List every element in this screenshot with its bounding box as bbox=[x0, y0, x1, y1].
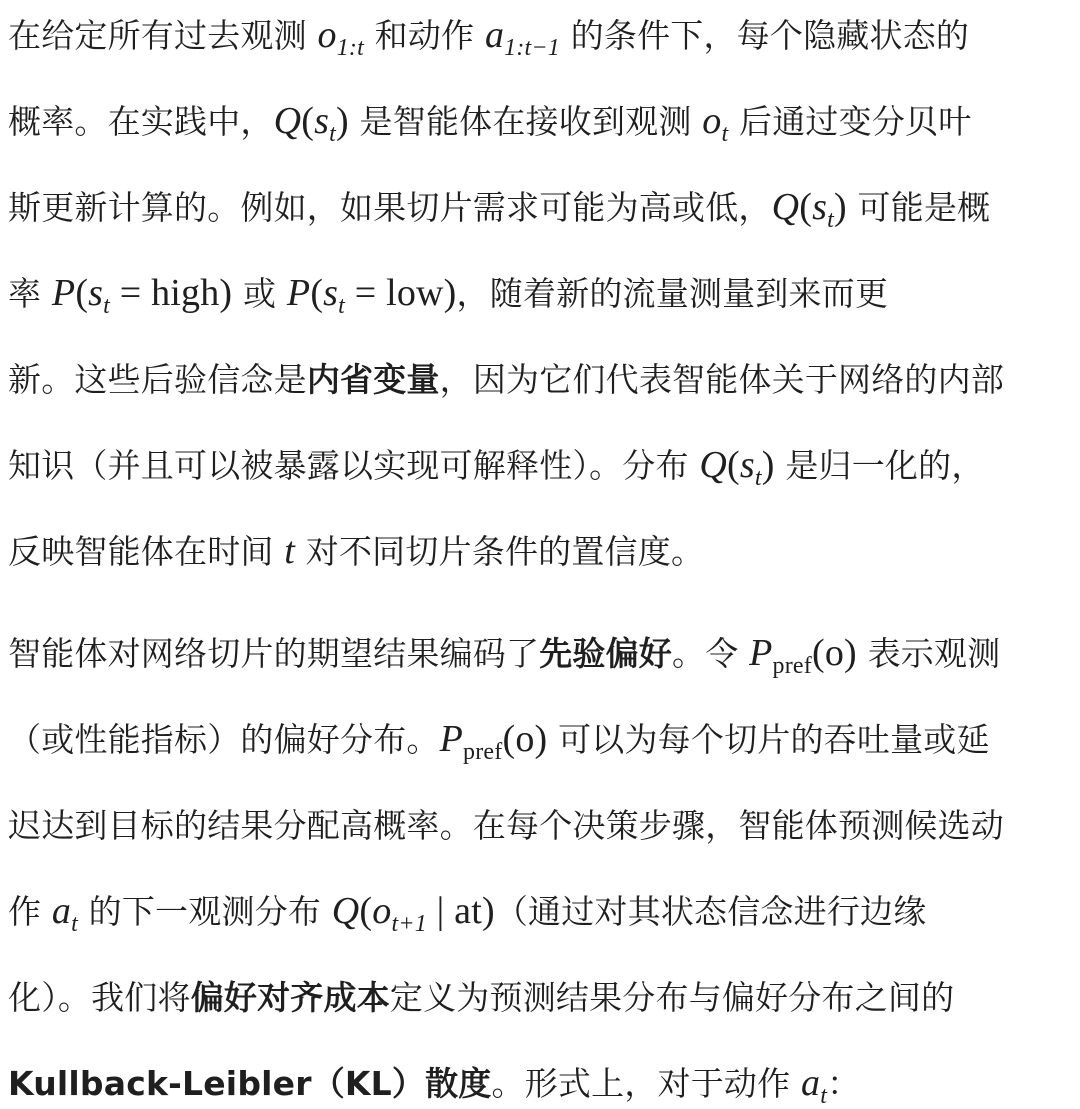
math-subscript: t bbox=[71, 911, 78, 937]
text-line bbox=[8, 714, 990, 765]
math-subscript: t bbox=[329, 121, 336, 147]
math-symbol bbox=[699, 444, 755, 486]
math-expression bbox=[284, 530, 295, 572]
math-expression bbox=[273, 100, 349, 147]
body-text: 的条件下，每个隐藏状态的 bbox=[560, 16, 970, 55]
math-function: P bbox=[286, 272, 311, 314]
math-subscript: t bbox=[820, 1083, 828, 1109]
math-expression bbox=[484, 14, 561, 61]
math-expression bbox=[771, 186, 847, 233]
math-symbol: o bbox=[317, 14, 337, 56]
document-page bbox=[8, 0, 1072, 1109]
body-text: 智能体对网络切片的期望结果编码了 bbox=[8, 634, 540, 673]
math-subscript: pref bbox=[772, 653, 812, 679]
body-text: ，因为它们代表智能体关于网络的内部 bbox=[439, 360, 1005, 399]
math-symbol: a bbox=[801, 1062, 821, 1104]
body-text: 可能是概 bbox=[846, 188, 991, 227]
text-line bbox=[8, 440, 985, 491]
math-subscript: t bbox=[338, 293, 346, 319]
text-line bbox=[8, 354, 1004, 401]
math-variable: s bbox=[812, 186, 828, 228]
math-variable: s bbox=[314, 100, 330, 142]
math-paren: ( bbox=[727, 444, 740, 486]
math-expression bbox=[702, 100, 729, 147]
math-paren: ( bbox=[310, 272, 324, 314]
math-suffix: ) bbox=[336, 100, 349, 142]
body-text: 概率。在实践中， bbox=[8, 102, 274, 141]
body-text: 反映智能体在时间 bbox=[8, 532, 285, 571]
math-function: Q bbox=[331, 890, 360, 932]
math-subscript: t+1 bbox=[391, 911, 427, 937]
math-variable: s bbox=[739, 444, 755, 486]
math-expression bbox=[439, 718, 548, 765]
body-text: 作 bbox=[8, 892, 52, 931]
math-symbol: a bbox=[484, 14, 505, 56]
math-symbol: a bbox=[51, 890, 72, 932]
math-symbol bbox=[52, 272, 103, 314]
text-line bbox=[8, 886, 927, 937]
math-symbol bbox=[332, 890, 392, 932]
math-subscript: t bbox=[754, 465, 762, 491]
math-suffix: (o) bbox=[502, 718, 548, 760]
math-symbol: o bbox=[702, 100, 722, 142]
body-text: 是智能体在接收到观测 bbox=[348, 102, 703, 141]
math-variable: s bbox=[323, 272, 339, 314]
math-subscript: t bbox=[827, 207, 834, 233]
math-function: Q bbox=[699, 444, 728, 486]
math-expression bbox=[699, 444, 775, 491]
body-text: 是归一化的， bbox=[774, 446, 985, 485]
body-text: 迟达到目标的结果分配高概率。在每个决策步骤，智能体预测候选动 bbox=[8, 806, 1004, 845]
math-expression bbox=[286, 272, 457, 319]
math-function: Q bbox=[771, 186, 800, 228]
math-suffix: ) bbox=[761, 444, 775, 486]
body-text: ： bbox=[827, 1064, 861, 1103]
body-text: （通过对其状态信念进行边缘 bbox=[494, 892, 927, 931]
bold-term: Kullback-Leibler（KL）散度 bbox=[8, 1064, 492, 1103]
math-symbol: P bbox=[749, 632, 773, 674]
text-line bbox=[8, 10, 970, 61]
body-text: 后通过变分贝叶 bbox=[728, 102, 972, 141]
math-symbol bbox=[287, 272, 338, 314]
math-expression bbox=[51, 272, 233, 319]
body-text: 新。这些后验信念是 bbox=[8, 360, 307, 399]
math-paren: ( bbox=[301, 100, 315, 142]
math-expression bbox=[801, 1062, 828, 1109]
math-paren: ( bbox=[359, 890, 373, 932]
math-suffix: = low) bbox=[345, 272, 457, 314]
text-line bbox=[8, 1058, 861, 1109]
body-text: 对不同切片条件的置信度。 bbox=[295, 532, 705, 571]
body-text: 化）。我们将 bbox=[8, 978, 191, 1017]
bold-term: 内省变量 bbox=[306, 360, 440, 399]
math-expression bbox=[317, 14, 364, 61]
math-paren: ( bbox=[799, 186, 813, 228]
body-text: 和动作 bbox=[363, 16, 485, 55]
math-paren: ( bbox=[75, 272, 89, 314]
body-text: 率 bbox=[8, 274, 52, 313]
body-text: 。形式上，对于动作 bbox=[491, 1064, 802, 1103]
math-subscript: 1:t−1 bbox=[504, 35, 561, 61]
body-text: （或性能指标）的偏好分布。 bbox=[8, 720, 440, 759]
bold-term: 先验偏好 bbox=[539, 634, 673, 673]
text-line bbox=[8, 972, 954, 1019]
math-expression bbox=[749, 632, 857, 679]
math-symbol: t bbox=[284, 530, 296, 572]
text-line bbox=[8, 628, 1001, 679]
text-line bbox=[8, 96, 972, 147]
text-line bbox=[8, 800, 1004, 847]
body-text: 可以为每个切片的吞吐量或延 bbox=[547, 720, 990, 759]
math-suffix: (o) bbox=[811, 632, 857, 674]
body-text: 。令 bbox=[672, 634, 750, 673]
math-suffix: ) bbox=[834, 186, 847, 228]
body-text: 表示观测 bbox=[856, 634, 1001, 673]
body-text: 的下一观测分布 bbox=[77, 892, 332, 931]
math-symbol bbox=[772, 186, 828, 228]
body-text: 在给定所有过去观测 bbox=[8, 16, 318, 55]
math-subscript: 1:t bbox=[336, 35, 364, 61]
math-function: P bbox=[51, 272, 76, 314]
math-symbol: P bbox=[439, 718, 464, 760]
math-expression bbox=[51, 890, 78, 937]
math-symbol bbox=[274, 100, 330, 142]
math-variable: s bbox=[88, 272, 104, 314]
body-text: 或 bbox=[232, 274, 287, 313]
math-subscript: t bbox=[721, 121, 729, 147]
text-line bbox=[8, 268, 889, 319]
math-subscript: t bbox=[103, 293, 111, 319]
bold-term: 偏好对齐成本 bbox=[190, 978, 390, 1017]
math-suffix: | at) bbox=[426, 890, 495, 932]
body-text: 定义为预测结果分布与偏好分布之间的 bbox=[389, 978, 955, 1017]
body-text: ，随着新的流量测量到来而更 bbox=[456, 274, 889, 313]
math-variable: o bbox=[372, 890, 392, 932]
math-function: Q bbox=[273, 100, 302, 142]
math-suffix: = high) bbox=[110, 272, 233, 314]
text-line bbox=[8, 526, 704, 573]
math-expression bbox=[331, 890, 495, 937]
text-line bbox=[8, 182, 991, 233]
body-text: 斯更新计算的。例如，如果切片需求可能为高或低， bbox=[8, 188, 772, 227]
math-subscript: pref bbox=[463, 739, 503, 765]
body-text: 知识（并且可以被暴露以实现可解释性）。分布 bbox=[8, 446, 700, 485]
